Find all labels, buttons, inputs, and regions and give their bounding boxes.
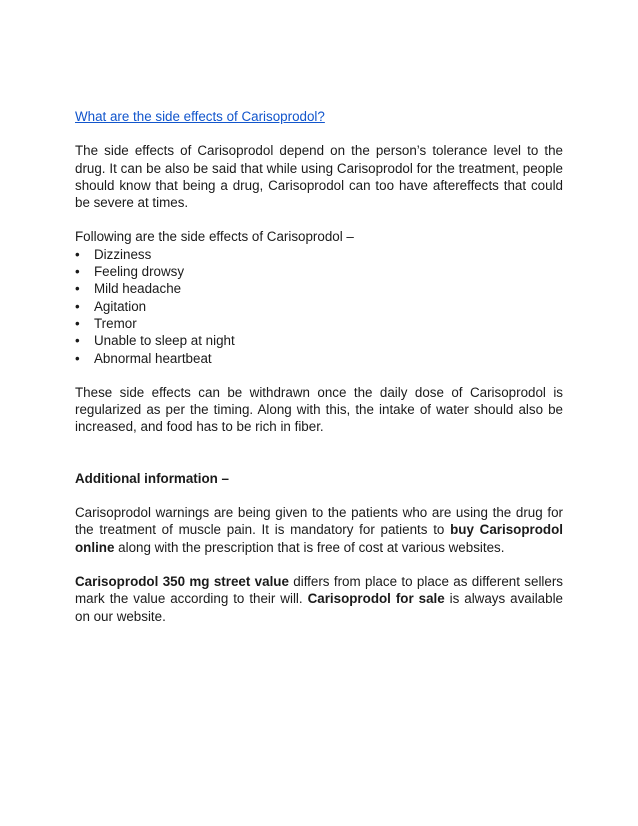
list-item-text: Feeling drowsy [94, 264, 185, 280]
spacer [75, 556, 563, 573]
list-item [75, 298, 563, 315]
list-item [75, 315, 563, 332]
list-item [75, 280, 563, 297]
warnings-text: Carisoprodol warnings are being given to the patients who are using the drug for the treatment of muscle pain. It is mandatory for patients to [75, 505, 563, 538]
spacer [75, 211, 563, 228]
list-item [75, 263, 563, 280]
spacer [75, 436, 563, 470]
bullet-icon: • [75, 264, 80, 280]
list-item-text: Tremor [94, 315, 137, 331]
bullet-icon: • [75, 298, 80, 314]
after-list-paragraph: These side effects can be withdrawn once the daily dose of Carisoprodol is regularized as per the timing. Along with this, the intake of water should also be increased, and food has to be rich in fiber. [75, 384, 563, 435]
street-value-text: differs from place to place as different sellers mark the value according to their will. [75, 573, 563, 607]
list-item-text: Unable to sleep at night [94, 333, 235, 349]
for-sale-text: is always available on our website. [75, 591, 563, 624]
bullet-icon: • [75, 281, 80, 297]
list-intro: Following are the side effects of Carisoprodol – [75, 229, 354, 245]
spacer [75, 367, 563, 384]
list-item-text: Agitation [94, 298, 147, 314]
for-sale-keyword: Carisoprodol for sale [307, 591, 445, 607]
bullet-icon: • [75, 315, 80, 331]
list-item [75, 246, 563, 263]
warnings-text-end: along with the prescription that is free of cost at various websites. [114, 539, 505, 555]
bullet-icon: • [75, 350, 80, 366]
list-item-text: Mild headache [94, 281, 182, 297]
spacer [75, 125, 563, 142]
list-item [75, 350, 563, 367]
spacer [75, 487, 563, 504]
bullet-icon: • [75, 333, 80, 349]
additional-info-heading: Additional information – [75, 470, 229, 486]
side-effects-list [75, 246, 563, 367]
document-page [75, 108, 563, 625]
section-heading-link[interactable]: What are the side effects of Carisoprodol? [75, 109, 325, 124]
street-value-paragraph [75, 573, 563, 625]
list-item-text: Dizziness [94, 246, 152, 262]
buy-online-keyword: buy Carisoprodol online [75, 522, 563, 555]
list-item-text: Abnormal heartbeat [94, 350, 212, 366]
street-value-keyword: Carisoprodol 350 mg street value [75, 573, 289, 589]
list-item [75, 332, 563, 349]
warnings-paragraph [75, 504, 563, 556]
bullet-icon: • [75, 246, 80, 262]
intro-paragraph: The side effects of Carisoprodol depend on the person’s tolerance level to the drug. It can be also be said that while using Carisoprodol for the treatment, people should know that being a drug, Carisoprodol can too have aftereffects that could be severe at times. [75, 143, 563, 211]
